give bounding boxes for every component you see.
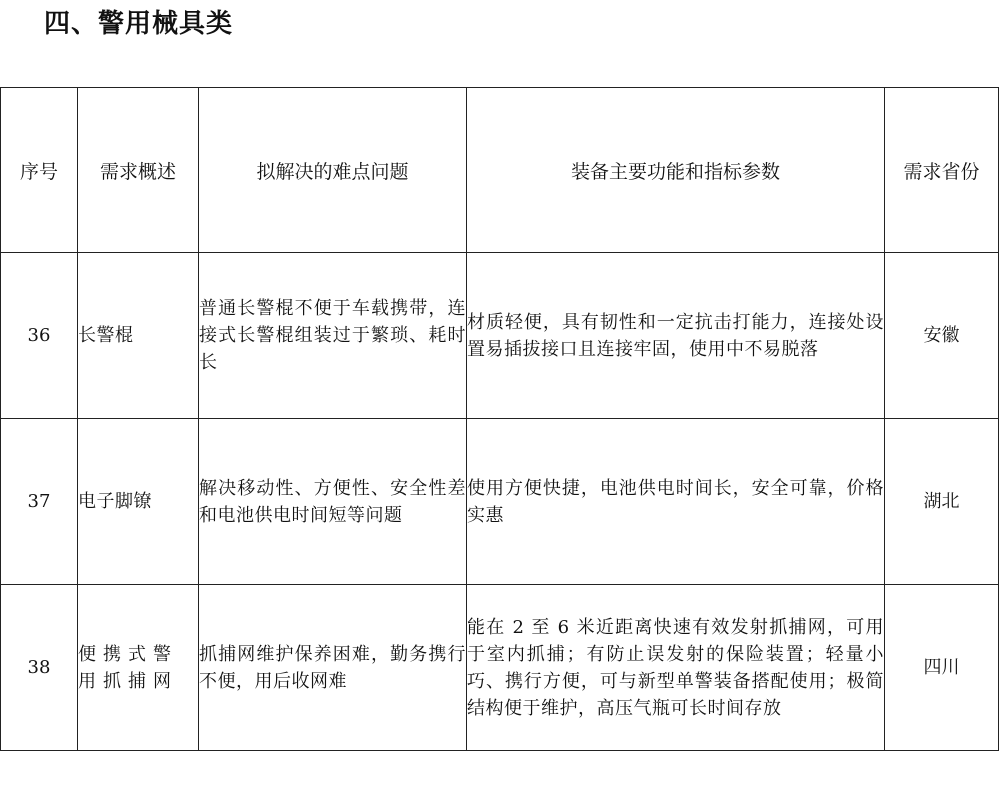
- row-spec-text: 能在 2 至 6 米近距离快速有效发射抓捕网，可用于室内抓捕；有防止误发射的保险装置；轻量小巧、携行方便，可与新型单警装备搭配使用；极简结构便于维护，高压气瓶可长时间存放: [467, 616, 884, 719]
- row-problem: [199, 585, 467, 751]
- header-province: 需求省份: [885, 88, 999, 253]
- row-seq: 36: [1, 253, 78, 419]
- header-spec: 装备主要功能和指标参数: [467, 88, 885, 253]
- requirements-table: [0, 87, 999, 751]
- row-name-text: 长警棍: [78, 325, 134, 346]
- table-header-row: [1, 88, 999, 253]
- table-row: [1, 253, 999, 419]
- row-problem: [199, 419, 467, 585]
- row-spec-text: 使用方便快捷，电池供电时间长，安全可靠，价格实惠: [467, 477, 884, 526]
- row-name: [78, 419, 199, 585]
- row-name: [78, 585, 199, 751]
- row-spec: [467, 253, 885, 419]
- row-seq: 37: [1, 419, 78, 585]
- row-problem-text: 解决移动性、方便性、安全性差和电池供电时间短等问题: [199, 477, 466, 526]
- header-seq: 序号: [1, 88, 78, 253]
- row-province: 四川: [885, 585, 999, 751]
- row-spec: [467, 585, 885, 751]
- row-seq: 38: [1, 585, 78, 751]
- row-problem-text: 普通长警棍不便于车载携带，连接式长警棍组装过于繁琐、耗时长: [199, 298, 466, 373]
- header-summary: 需求概述: [78, 88, 199, 253]
- header-problem: 拟解决的难点问题: [199, 88, 467, 253]
- row-name-text: 便携式警用抓捕网: [78, 643, 178, 692]
- row-spec: [467, 419, 885, 585]
- section-title: 四、警用械具类: [44, 9, 234, 39]
- row-name-text: 电子脚镣: [78, 491, 152, 512]
- row-province: 湖北: [885, 419, 999, 585]
- table-row: [1, 419, 999, 585]
- row-province: 安徽: [885, 253, 999, 419]
- table-row: [1, 585, 999, 751]
- row-problem: [199, 253, 467, 419]
- row-spec-text: 材质轻便，具有韧性和一定抗击打能力，连接处设置易插拔接口且连接牢固，使用中不易脱落: [467, 311, 884, 360]
- row-problem-text: 抓捕网维护保养困难，勤务携行不便，用后收网难: [199, 643, 466, 692]
- row-name: [78, 253, 199, 419]
